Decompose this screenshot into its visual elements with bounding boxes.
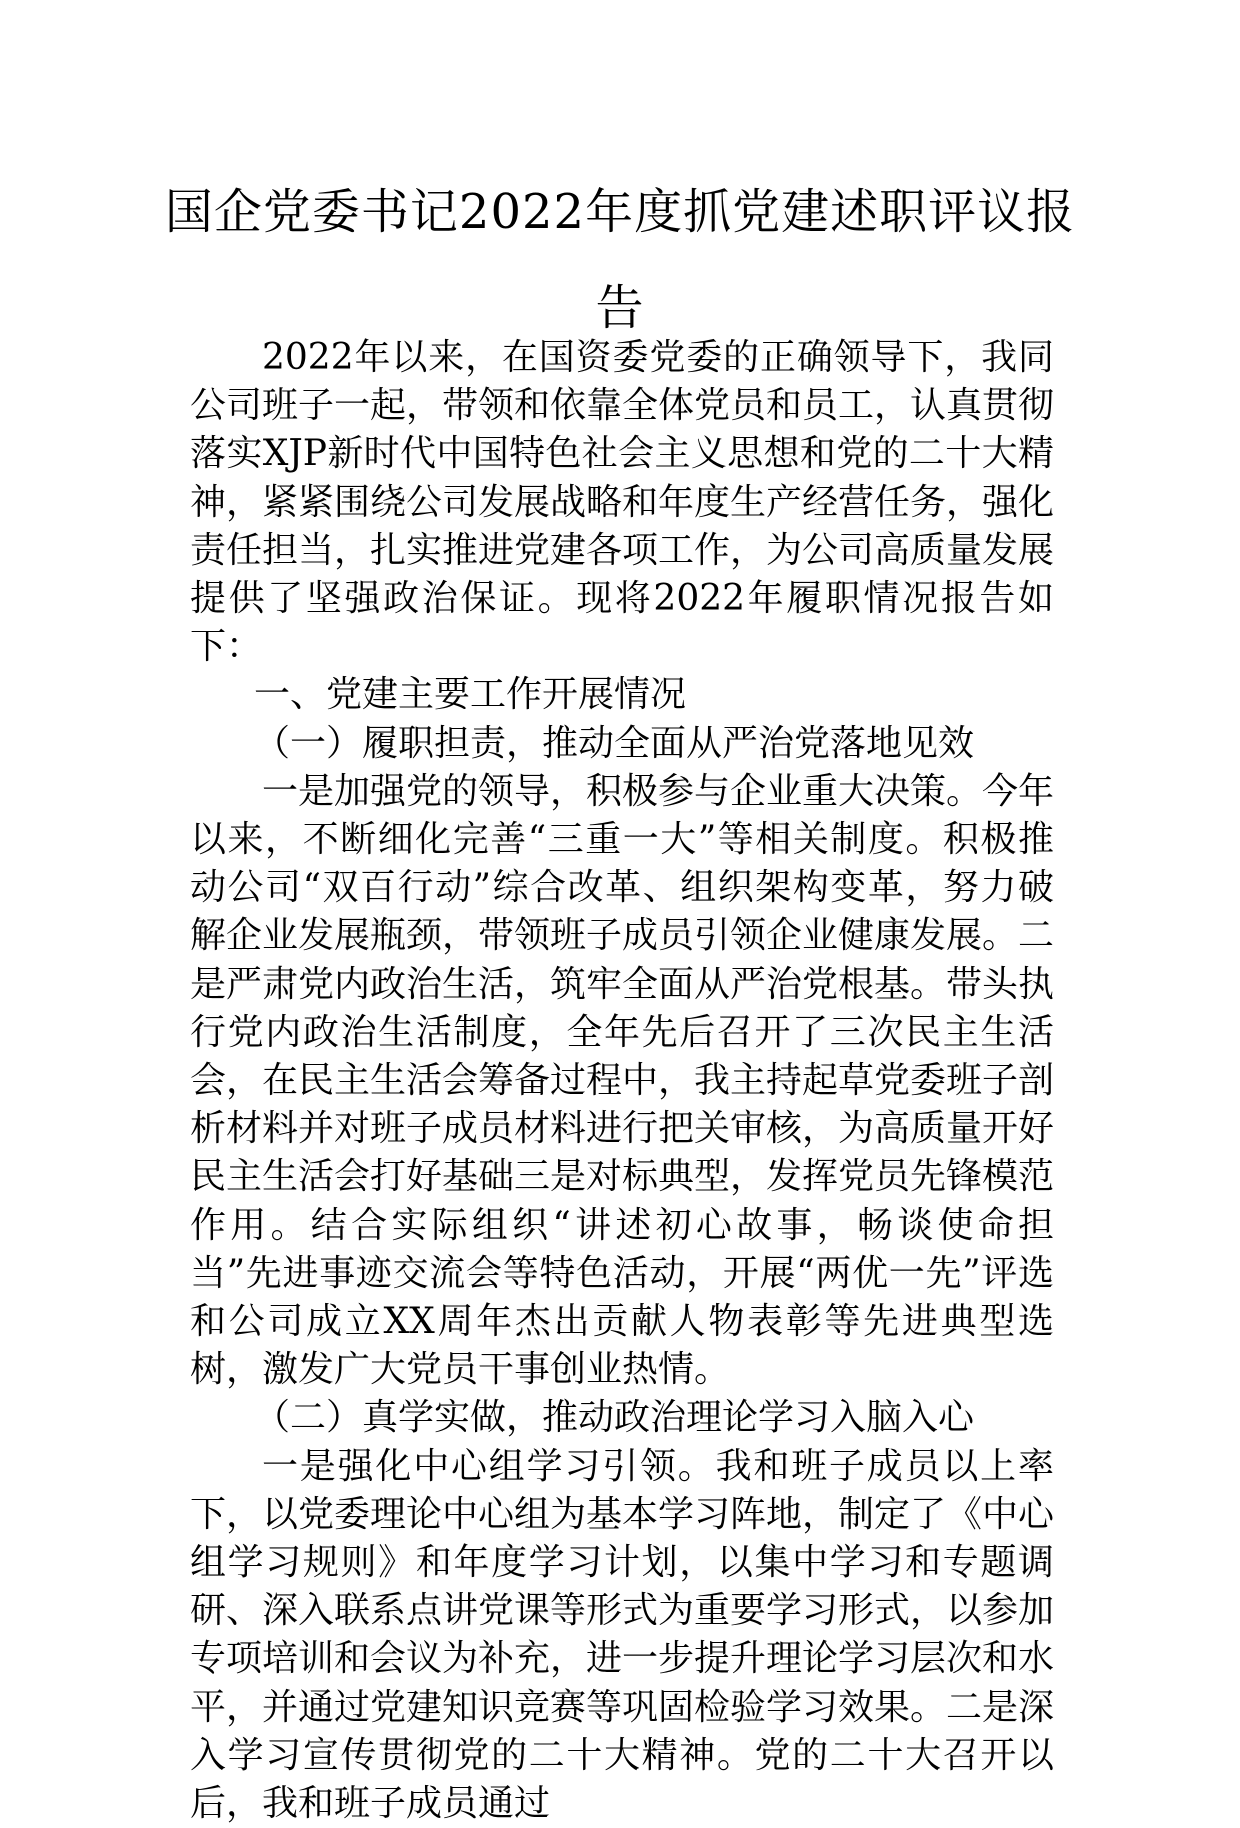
section-heading-1: 一、党建主要工作开展情况 <box>254 674 687 716</box>
subsection-1-paragraph: 一是加强党的领导，积极参与企业重大决策。今年以来，不断细化完善“三重一大”等相关制度。积极推动公司“双百行动”综合改革、组织架构变革，努力破解企业发展瓶颈，带领班子成员引领企业健康发展。二是严肃党内政治生活，筑牢全面从严治党根基。带头执行党内政治生活制度，全年先后召开了三次民主生活会，在民主生活会筹备过程中，我主持起草党委班子剖析材料并对班子成员材料进行把关审核，为高质量开好民主生活会打好基础三是对标典型，发挥党员先锋模范作用。结合实际组织“讲述初心故事，畅谈使命担当”先进事迹交流会等特色活动，开展“两优一先”评选和公司成立XX周年杰出贡献人物表彰等先进典型选树，激发广大党员干事创业热情。 <box>190 770 1055 1391</box>
subsection-2-paragraph: 一是强化中心组学习引领。我和班子成员以上率下，以党委理论中心组为基本学习阵地，制定了《中心组学习规则》和年度学习计划，以集中学习和专题调研、深入联系点讲党课等形式为重要学习形式，以参加专项培训和会议为补充，进一步提升理论学习层次和水平，并通过党建知识竞赛等巩固检验学习效果。二是深入学习宣传贯彻党的二十大精神。党的二十大召开以后，我和班子成员通过 <box>190 1445 1055 1825</box>
intro-paragraph: 2022年以来，在国资委党委的正确领导下，我同公司班子一起，带领和依靠全体党员和员工，认真贯彻落实XJP新时代中国特色社会主义思想和党的二十大精神，紧紧围绕公司发展战略和年度生产经营任务，强化责任担当，扎实推进党建各项工作，为公司高质量发展提供了坚强政治保证。现将2022年履职情况报告如下： <box>190 337 1055 668</box>
document-body <box>190 334 1054 1828</box>
document-title: 国企党委书记2022年度抓党建述职评议报告 <box>164 184 1076 336</box>
subsection-heading-2: （二）真学实做，推动政治理论学习入脑入心 <box>254 1397 975 1439</box>
subsection-heading-1: （一）履职担责，推动全面从严治党落地见效 <box>254 722 975 764</box>
